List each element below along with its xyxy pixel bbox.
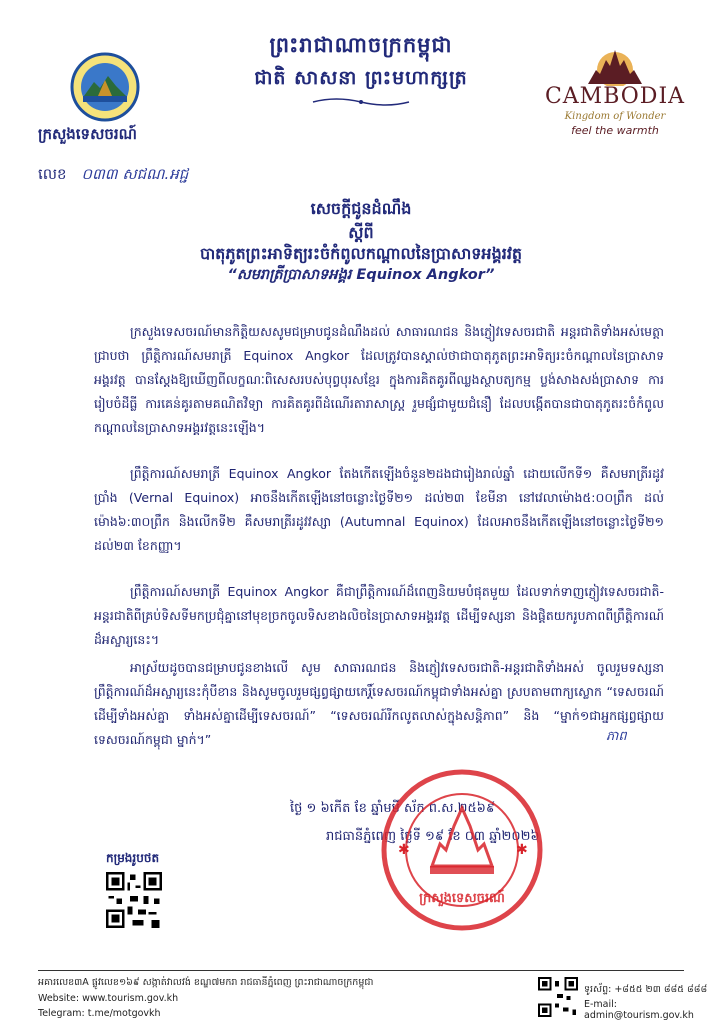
kingdom-heading: ព្រះរាជាណាចក្រកម្ពុជា <box>269 33 453 57</box>
footer-email-link[interactable]: E-mail: admin@tourism.gov.kh <box>584 999 694 1021</box>
svg-text:ក្រសួងទេសចរណ៍: ក្រសួងទេសចរណ៍ <box>419 891 505 906</box>
footer-divider <box>38 970 684 971</box>
lunar-date: ថ្ងៃ ១ ៦កើត ខែ ឆ្នាំមមី ស័ក ព.ស.២៥៦៩ <box>290 801 496 816</box>
ornament-divider-icon <box>311 96 411 108</box>
photo-album-qr-code-icon[interactable] <box>106 872 162 928</box>
footer-qr-code-icon[interactable] <box>538 977 578 1017</box>
ministry-name: ក្រសួងទេសចរណ៍ <box>38 125 137 143</box>
national-motto: ជាតិ សាសនា ព្រះមហាក្សត្រ <box>254 67 468 89</box>
brand-name: CAMBODIA <box>544 84 686 109</box>
notice-subject-label: ស្ដីពី <box>348 223 374 242</box>
footer-phone: ទូរស័ព្ទ: +៨៥៥ ២៣ ៨៨៥ ៨៨៨ <box>584 984 708 995</box>
body-paragraph-2: ព្រឹត្តិការណ៍សមរាត្រី Equinox Angkor តែងកើតឡើងចំនួន២ដងជារៀងរាល់ឆ្នាំ ដោយលើកទី១ គឺសមរាត្រីរដូវប្រាំង (Vernal Equinox) អាចនឹងកើតឡើងនៅចន្លោះថ្ងៃទី២១ ដល់២៣ ខែមីនា នៅវេលាម៉ោង៥:០០ព្រឹក ដល់ម៉ោង៦:៣០ព្រឹក និងលើកទី២ គឺសមរាត្រីរដូវវស្សា (Autumnal Equinox) ដែលអាចនឹងកើតឡើងនៅចន្លោះថ្ងៃទី២១ ដល់២៣ ខែកញ្ញា។ <box>94 466 664 553</box>
place-date: រាជធានីភ្នំពេញ ថ្ងៃទី ១៩ ខែ ០៣ ឆ្នាំ២០២៦ <box>326 829 540 844</box>
brand-slogan: feel the warmth <box>571 124 659 137</box>
footer-telegram-link[interactable]: Telegram: t.me/motgovkh <box>38 1008 161 1019</box>
reference-label: លេខ <box>38 165 67 183</box>
notice-title: សេចក្ដីជូនដំណឹង <box>310 199 412 218</box>
svg-text:✱: ✱ <box>516 842 528 858</box>
svg-text:✱: ✱ <box>398 842 410 858</box>
reference-value: ០៣៣ សជណ.អជ្ជ <box>81 165 189 183</box>
ministry-seal-icon <box>70 52 140 122</box>
body-paragraph-1: ក្រសួងទេសចរណ៍មានកិត្តិយសសូមជម្រាបជូនដំណឹងដល់ សាធារណជន និងភ្ញៀវទេសចរជាតិ អន្តរជាតិទាំងអស់មេត្តាជ្រាបថា ព្រឹត្តិការណ៍សមរាត្រី Equinox Angkor ដែលត្រូវបានស្គាល់ថាជាបាតុភូតព្រះអាទិត្យរះចំកណ្ដាលនៃប្រាសាទអង្គរវត្ត បានស្ដែងឱ្យឃើញពីលក្ខណៈពិសេសរបស់បុព្វបុរសខ្មែរ ក្នុងការគិតគូរពីឈ្លងស្ថាបត្យកម្ម ប្លង់សាងសង់ប្រាសាទ ការរៀបចំដីធ្លី ការគេន់គូរតាមគណិតវិទ្យា ការគិតគូរពីដំណើរតារាសាស្ត្រ រួមផ្សំជាមួយជំនឿ ដែលបង្កើតបានជាបាតុភូតរះចំកំពូលកណ្ដាលនៃប្រាសាទអង្គរវត្តនេះឡើង។ <box>94 324 664 435</box>
footer-address: អគារលេខ៣A ផ្លូវលេខ១៦៩ សង្កាត់វាលវង់ ខណ្ឌ៧មករា រាជធានីភ្នំពេញ ព្រះរាជាណាចក្រកម្ពុជា <box>38 977 374 988</box>
cambodia-brand-logo <box>540 44 690 144</box>
notice-subject: បាតុភូតព្រះអាទិត្យរះចំកំពូលកណ្ដាលនៃប្រាសាទអង្គរវត្ត <box>199 244 523 263</box>
body-paragraph-3: ព្រឹត្តិការណ៍សមរាត្រី Equinox Angkor គឺជាព្រឹត្តិការណ៍ដ៏ពេញនិយមបំផុតមួយ ដែលទាក់ទាញភ្ញៀវទេសចរជាតិ-អន្តរជាតិពីគ្រប់ទិសទីមកប្រជុំគ្នានៅមុខច្រកចូលទិសខាងលិចនៃប្រាសាទអង្គរវត្ត ដើម្បីទស្សនា និងផ្ដិតយករូបភាពពីព្រឹត្តិការណ៍ដ៏អស្ចារ្យនេះ។ <box>94 584 664 647</box>
reference-number <box>38 165 188 187</box>
footer-website-link[interactable]: Website: www.tourism.gov.kh <box>38 993 179 1004</box>
angkor-silhouette-icon <box>540 44 690 86</box>
photo-album-label: កម្រងរូបថត <box>106 851 160 865</box>
notice-event-name: “សមរាត្រីប្រាសាទអង្គរ Equinox Angkor” <box>227 267 495 283</box>
official-stamp-icon <box>380 768 544 932</box>
brand-tagline: Kingdom of Wonder <box>564 111 666 122</box>
handwritten-initial: ភាព <box>606 729 627 744</box>
body-paragraph-4: អាស្រ័យដូចបានជម្រាបជូនខាងលើ សូម សាធារណជន និងភ្ញៀវទេសចរជាតិ-អន្តរជាតិទាំងអស់ ចូលរួមទស្សនាព្រឹត្តិការណ៍ដ៏អស្ចារ្យនេះកុំបីខាន និងសូមចូលរួមផ្សព្វផ្សាយកេរ្តិ៍ទេសចរណ៍កម្ពុជាទាំងអស់គ្នា ស្របតាមពាក្យស្លោក “ទេសចរណ៍ដើម្បីទាំងអស់គ្នា ទាំងអស់គ្នាដើម្បីទេសចរណ៍” “ទេសចរណ៍រីកលូតលាស់ក្នុងសន្តិភាព” និង “ម្នាក់១ជាអ្នកផ្សព្វផ្សាយទេសចរណ៍កម្ពុជា ម្នាក់។” <box>94 660 664 747</box>
